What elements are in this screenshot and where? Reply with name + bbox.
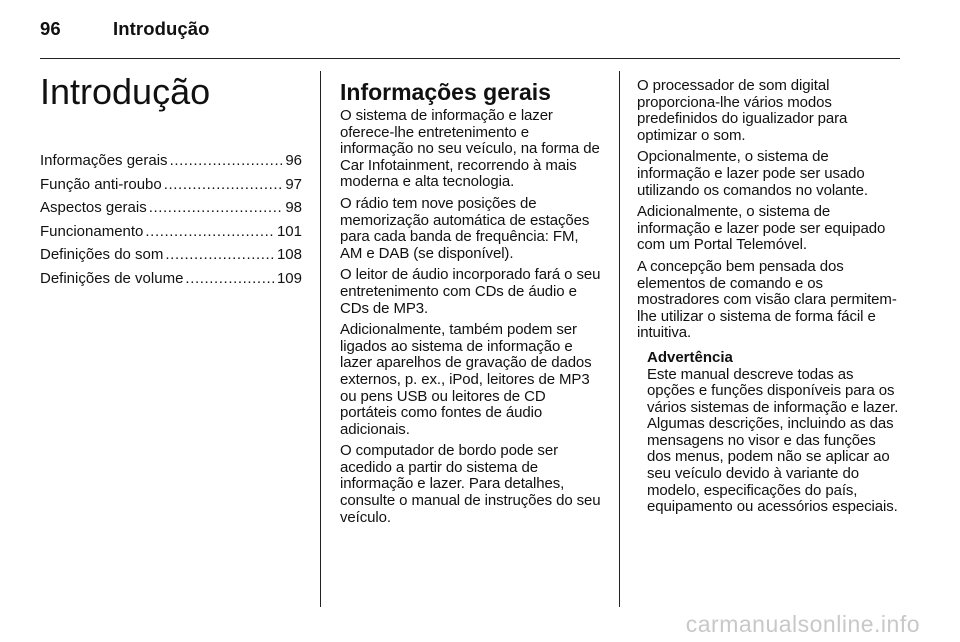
body-paragraph: Adicionalmente, o sistema de informação e lazer pode ser equipado com um Portal Telemóvel. (637, 203, 886, 254)
toc-leader-dots (185, 267, 275, 291)
toc-leader-dots (170, 149, 284, 173)
body-paragraph: O computador de bordo pode ser acedido a partir do sistema de informação e lazer. Para detalhes, consulte o manual de instruções do seu veículo. (340, 442, 601, 526)
body-paragraph: O sistema de informação e lazer oferece-lhe entretenimento e informação no seu veículo, na forma de Car Infotainment, recorrendo à mais moderna e alta tecnologia. (340, 107, 600, 191)
note-title: Advertência (647, 348, 733, 366)
chapter-title: Introdução (40, 71, 211, 112)
toc-entry[interactable] (40, 149, 302, 173)
toc-entry[interactable] (40, 196, 302, 220)
header-rule (40, 58, 900, 59)
toc-page-number: 108 (276, 246, 302, 263)
toc-label: Informações gerais (40, 152, 168, 169)
body-paragraph: O rádio tem nove posições de memorização automática de estações para cada banda de frequência: FM, AM e DAB (se disponível). (340, 194, 590, 262)
content-column-right (637, 78, 901, 516)
toc-page-number: 96 (285, 152, 302, 169)
body-paragraph: Opcionalmente, o sistema de informação e lazer pode ser usado utilizando os comandos no volante. (637, 148, 868, 199)
body-paragraph: Adicionalmente, também podem ser ligados ao sistema de informação e lazer aparelhos de gravação de dados externos, p. ex., iPod, leitores de MP3 ou pens USB ou leitores de CD portáteis como fontes de áudio adicionais. (340, 321, 592, 438)
toc-entry[interactable] (40, 220, 302, 244)
body-paragraph: A concepção bem pensada dos elementos de comando e os mostradores com visão clara permitem-lhe utilizar o sistema de forma fácil e intuitiva. (637, 257, 897, 342)
column-divider-right (619, 71, 620, 607)
toc-entry[interactable] (40, 267, 302, 291)
toc-page-number: 101 (276, 222, 302, 240)
column-divider-left (320, 71, 321, 607)
toc-page-number: 97 (285, 175, 302, 193)
toc-leader-dots (149, 196, 284, 220)
toc-column (40, 71, 302, 290)
toc-page-number: 98 (285, 199, 302, 216)
table-of-contents (40, 149, 302, 290)
toc-leader-dots (164, 173, 284, 197)
toc-label: Definições de volume (40, 269, 184, 287)
toc-label: Aspectos gerais (40, 199, 147, 216)
toc-label: Definições do som (40, 246, 164, 263)
watermark: carmanualsonline.info (685, 611, 920, 637)
body-paragraph: O leitor de áudio incorporado fará o seu entretenimento com CDs de áudio e CDs de MP3. (340, 266, 601, 317)
toc-leader-dots (145, 220, 275, 244)
page-number: 96 (40, 18, 61, 39)
toc-leader-dots (165, 243, 275, 267)
section-title: Informações gerais (340, 79, 551, 105)
toc-label: Função anti-roubo (40, 175, 162, 193)
content-column-middle (340, 78, 602, 531)
running-title: Introdução (113, 18, 210, 39)
toc-entry[interactable] (40, 243, 302, 267)
toc-page-number: 109 (276, 269, 302, 287)
note-text: Este manual descreve todas as opções e funções disponíveis para os vários sistemas de informação e lazer. Algumas descrições, incluindo as das mensagens no visor e das funções dos menus, podem não se aplicar ao seu veículo devido à variante do modelo, especificações do país, equipamento ou acessórios especiais. (647, 365, 899, 516)
note-box (647, 350, 901, 516)
toc-label: Funcionamento (40, 222, 144, 240)
toc-entry[interactable] (40, 173, 302, 197)
body-paragraph: O processador de som digital proporciona-lhe vários modos predefinidos do igualizador para optimizar o som. (637, 77, 848, 144)
